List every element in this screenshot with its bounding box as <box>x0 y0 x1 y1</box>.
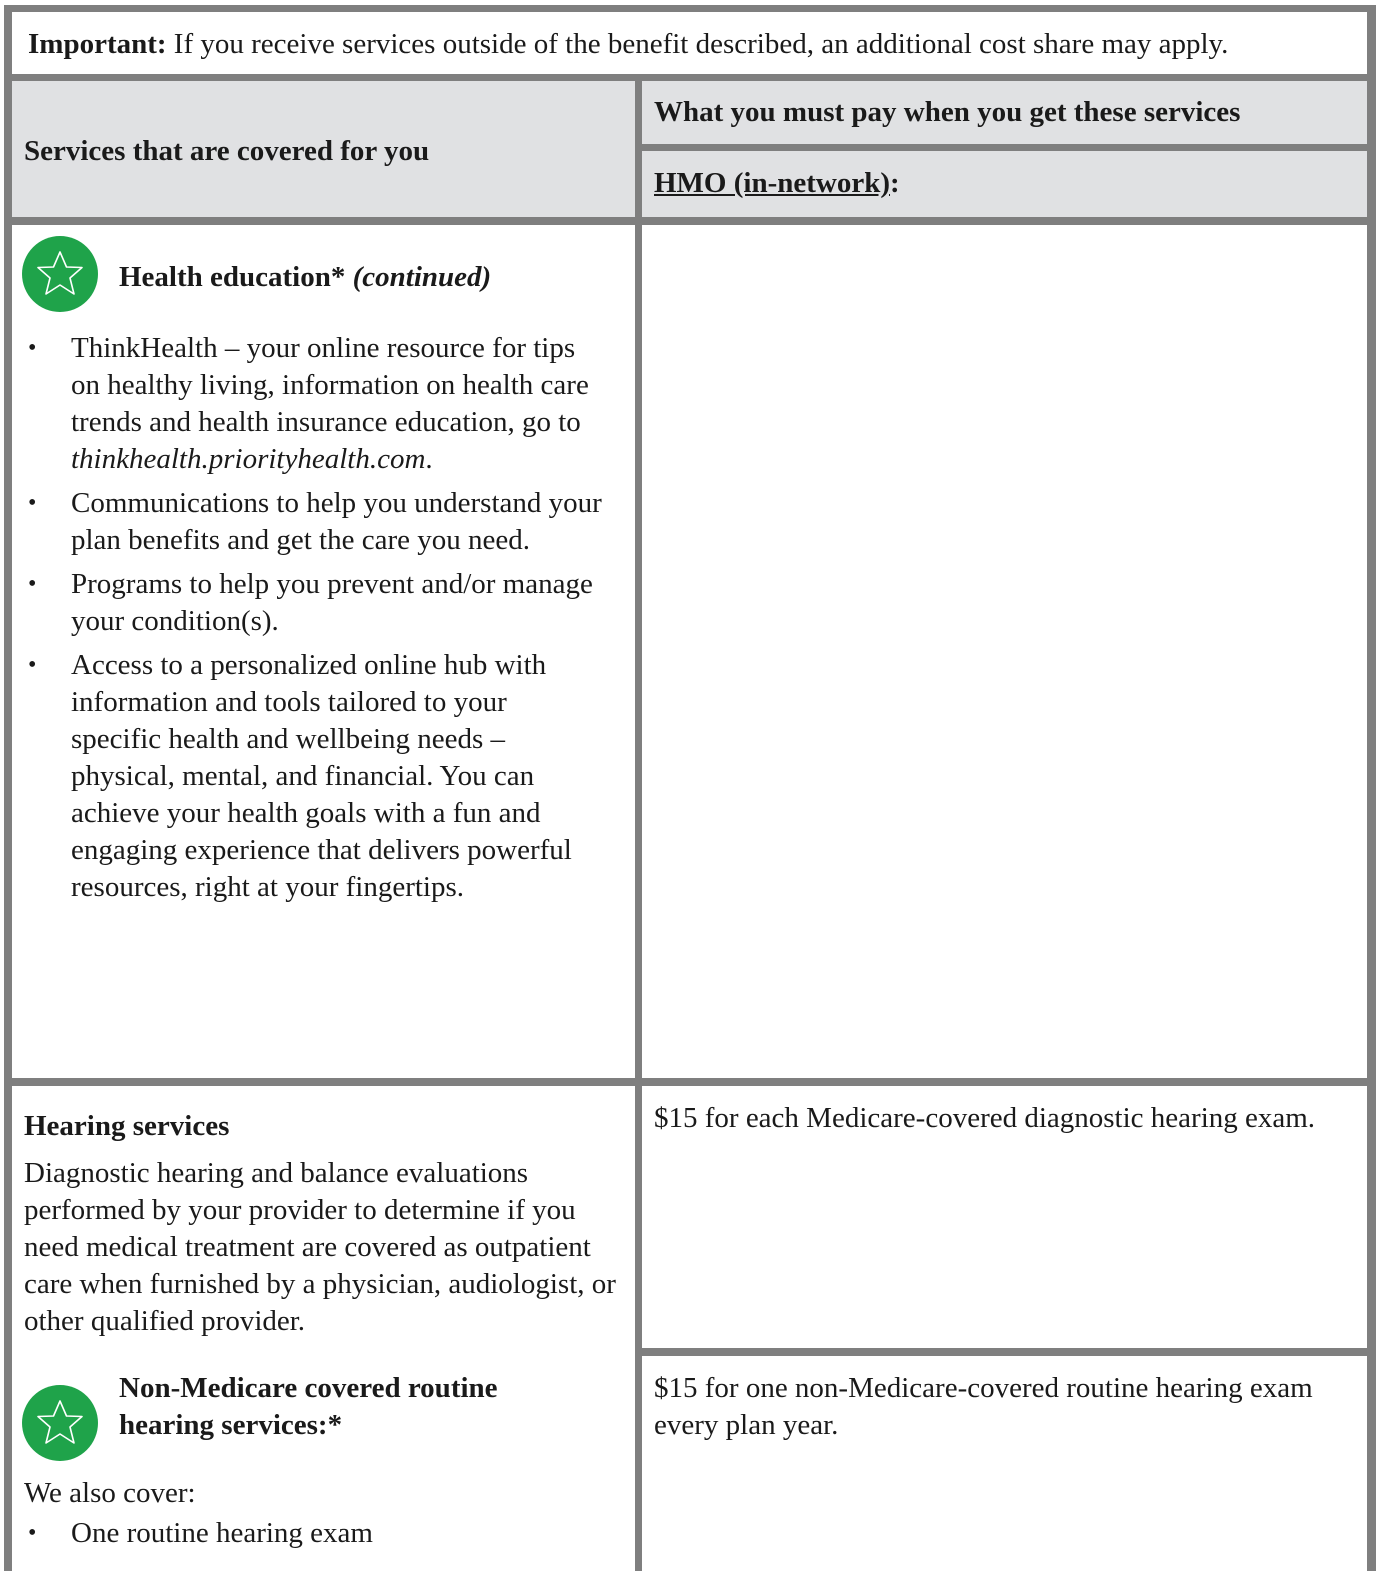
services-header: Services that are covered for you <box>24 135 430 167</box>
star-icon <box>22 236 98 312</box>
list-item-text: Access to a personalized online hub with information and tools tailored to your specific health and wellbeing needs – physical, mental, and financial. You can achieve your health goals with a fun and engaging experience that delivers powerful resources, right at your fingertips. <box>71 649 572 903</box>
list-item <box>24 566 604 640</box>
border-header-bottom <box>4 217 1376 225</box>
star-icon <box>22 1385 98 1461</box>
network-label: HMO (in-network) <box>654 167 890 199</box>
diagnostic-hearing-cost: $15 for each Medicare-covered diagnostic hearing exam. <box>654 1102 1316 1134</box>
list-item-text: Communications to help you understand your plan benefits and get the care you need. <box>71 487 602 556</box>
network-header <box>654 165 900 202</box>
health-education-title-text: Health education* <box>119 261 346 293</box>
list-item-text: ThinkHealth – your online resource for tips on healthy living, information on health care trends and health insurance education, go to <box>71 332 589 438</box>
border-col-divider <box>635 74 642 1571</box>
continued-label: (continued) <box>352 261 492 293</box>
list-item <box>24 330 604 478</box>
list-item <box>24 647 604 906</box>
list-item <box>24 485 604 559</box>
border-notice-bottom <box>4 74 1376 81</box>
routine-hearing-title: Non-Medicare covered routine hearing services:* <box>119 1372 498 1441</box>
routine-hearing-cost: $15 for one non-Medicare-covered routine hearing exam every plan year. <box>654 1372 1313 1441</box>
list-item-text: One routine hearing exam <box>71 1517 373 1549</box>
border-row1-bottom <box>4 1078 1376 1086</box>
list-item <box>24 1515 604 1552</box>
border-right <box>1367 5 1376 1571</box>
thinkhealth-link[interactable]: thinkhealth.priorityhealth.com <box>71 443 426 475</box>
health-education-list <box>24 330 604 913</box>
border-cost-divider <box>642 1348 1376 1356</box>
list-item-text: Programs to help you prevent and/or manage your condition(s). <box>71 568 593 637</box>
routine-hearing-list <box>24 1515 604 1559</box>
health-education-title <box>119 259 491 296</box>
hearing-services-title: Hearing services <box>24 1110 230 1142</box>
border-left <box>4 5 12 1571</box>
network-colon: : <box>890 167 900 199</box>
border-top <box>4 5 1376 12</box>
list-item-end: . <box>425 443 433 475</box>
hearing-description: Diagnostic hearing and balance evaluations performed by your provider to determine if you need medical treatment are covered as outpatient care when furnished by a physician, audiologist, or other qualified provider. <box>24 1157 616 1337</box>
border-header-mid <box>642 144 1376 151</box>
important-label: Important: <box>28 28 167 60</box>
important-notice <box>28 26 1228 63</box>
important-text: If you receive services outside of the benefit described, an additional cost share may apply. <box>173 28 1229 60</box>
also-cover-label: We also cover: <box>24 1477 196 1509</box>
pay-header: What you must pay when you get these services <box>654 96 1241 128</box>
